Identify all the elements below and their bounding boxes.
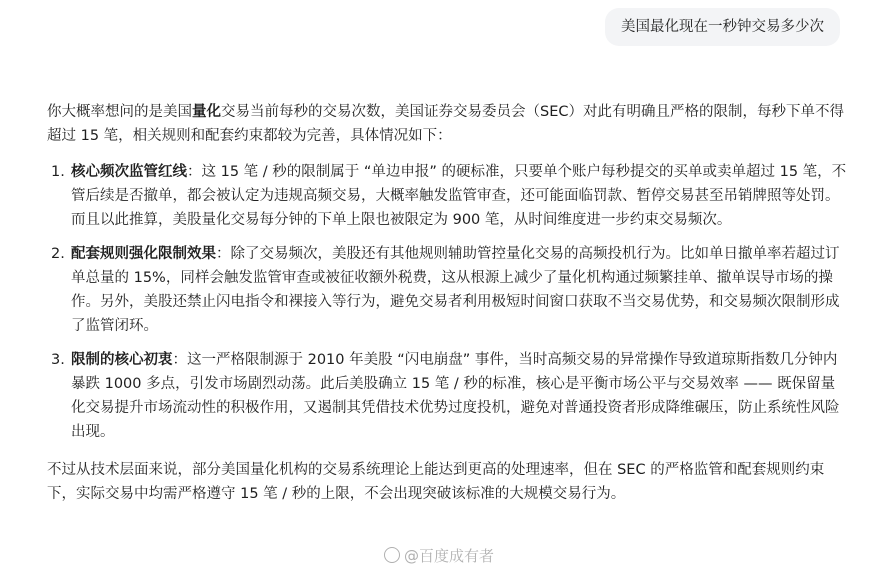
user-message-bubble xyxy=(605,8,840,46)
answer-outro: 不过从技术层面来说，部分美国量化机构的交易系统理论上能达到更高的处理速率，但在 SEC 的严格监管和配套规则约束下，实际交易中均需严格遵守 15 笔 / 秒的上限，不会出现突破该标准的大规模交易行为。 xyxy=(47,462,825,502)
watermark-text: @百度成有者 xyxy=(404,547,495,565)
list-item xyxy=(47,242,847,338)
list-item-text: ：除了交易频次，美股还有其他规则辅助管控量化交易的高频投机行为。比如单日撤单率若超过订单总量的 15%，同样会触发监管审查或被征收额外税费，这从根源上减少了量化机构通过频繁挂单、撤单误导市场的操作。另外，美股还禁止闪电指令和裸接入等行为，避免交易者利用极短时间窗口获取不当交易优势，和交易频次限制形成了监管闭环。 xyxy=(71,246,840,334)
assistant-answer xyxy=(47,100,847,506)
list-item-title: 配套规则强化限制效果 xyxy=(71,246,216,262)
list-item-text: ：这 15 笔 / 秒的限制属于 “单边申报” 的硬标准，只要单个账户每秒提交的买单或卖单超过 15 笔，不管后续是否撤单，都会被认定为违规高频交易，大概率触发监管审查，还可能面临罚款、暂停交易甚至吊销牌照等处罚。而且以此推算，美股量化交易每分钟的下单上限也被限定为 900 笔，从时间维度进一步约束交易频次。 xyxy=(71,164,847,228)
list-item-title: 核心频次监管红线 xyxy=(71,164,187,180)
user-message-text: 美国最化现在一秒钟交易多少次 xyxy=(621,19,824,35)
intro-pre: 你大概率想问的是美国 xyxy=(47,104,192,120)
list-item xyxy=(47,160,847,232)
list-item-number: 1 . xyxy=(51,160,65,184)
list-item-text: ：这一严格限制源于 2010 年美股 “闪电崩盘” 事件，当时高频交易的异常操作导致道琼斯指数几分钟内暴跌 1000 多点，引发市场剧烈动荡。此后美股确立 15 笔 / 秒的标准，核心是平衡市场公平与交易效率 —— 既保留量化交易提升市场流动性的积极作用，又遏制其凭借技术优势过度投机，避免对普通投资者形成降维碾压，防止系统性风险出现。 xyxy=(71,352,840,440)
intro-bold: 量化 xyxy=(192,104,221,120)
list-item-title: 限制的核心初衷 xyxy=(71,352,173,368)
list-item xyxy=(47,348,847,444)
weibo-logo-icon xyxy=(384,547,400,563)
answer-intro xyxy=(47,100,847,148)
list-item-number: 3 . xyxy=(51,348,65,372)
intro-post: 交易当前每秒的交易次数，美国证券交易委员会（SEC）对此有明确且严格的限制，每秒下单不得超过 15 笔，相关规则和配套约束都较为完善，具体情况如下： xyxy=(47,104,844,144)
answer-points-list xyxy=(47,160,847,444)
list-item-number: 2 . xyxy=(51,242,65,266)
watermark xyxy=(384,545,494,566)
